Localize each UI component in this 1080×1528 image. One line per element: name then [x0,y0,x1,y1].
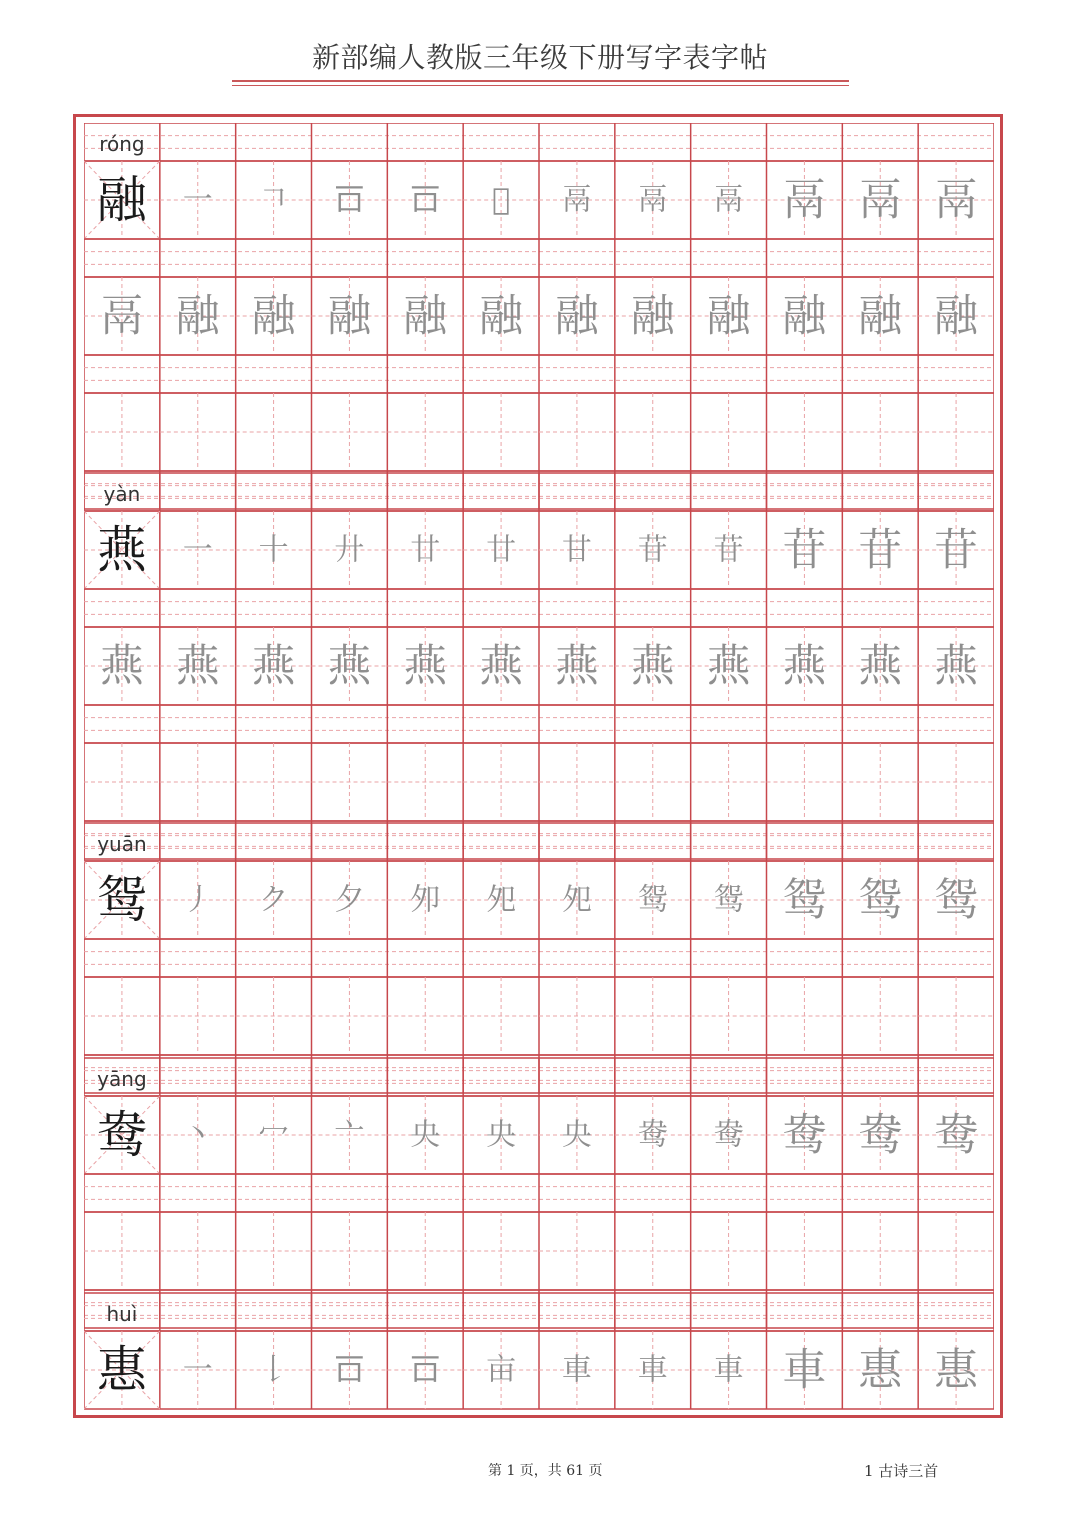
stroke-step: 甘 [561,532,592,568]
stroke-step: 鸯 [637,1117,668,1153]
trace-character: 燕 [479,640,524,692]
stroke-step: 車 [713,1352,744,1388]
stroke-step: 冖 [258,1117,289,1153]
model-character: 鸳 [96,871,147,929]
stroke-step: 苷 [858,524,903,576]
pinyin-label: huì [106,1302,138,1326]
trace-character: 融 [782,290,827,342]
stroke-step: 一 [182,532,213,568]
stroke-step: 央 [561,1117,592,1153]
lesson-title: 1 古诗三首 [864,1462,939,1480]
page-number: 第 1 页，共 61 页 [488,1463,603,1479]
pinyin-label: yāng [97,1067,147,1091]
stroke-step: 𠮛 [410,182,441,218]
stroke-step: 鸳 [713,882,744,918]
stroke-step: 夗 [561,882,592,918]
stroke-step: 鸯 [858,1109,903,1161]
stroke-step: 鸯 [934,1109,979,1161]
title-underline-thin [232,85,849,86]
stroke-step: 𠄌 [258,1352,289,1388]
stroke-step: 鸳 [782,874,827,926]
title-underline [232,80,849,82]
stroke-step: 鬲 [934,174,979,226]
stroke-step: 車 [782,1344,827,1396]
stroke-step: 夕 [334,882,365,918]
trace-character: 融 [251,290,296,342]
pinyin-label: yàn [103,482,141,506]
stroke-step: 廾 [334,532,365,568]
trace-character: 融 [554,290,599,342]
stroke-step: 鸳 [858,874,903,926]
trace-character: 燕 [251,640,296,692]
practice-grid [84,123,994,1413]
stroke-step: 𠮛 [334,1352,365,1388]
trace-character: 燕 [554,640,599,692]
trace-character: 燕 [858,640,903,692]
trace-character: 融 [934,290,979,342]
trace-character: 融 [858,290,903,342]
stroke-step: 苷 [782,524,827,576]
stroke-step: 亠 [334,1117,365,1153]
stroke-step: 車 [561,1352,592,1388]
trace-character: 燕 [327,640,372,692]
stroke-step: 𠮛 [410,1352,441,1388]
pinyin-label: yuān [97,832,147,856]
stroke-step: 苷 [934,524,979,576]
stroke-step: 苷 [637,532,668,568]
trace-character: 燕 [403,640,448,692]
stroke-step: 𭅧 [492,182,511,218]
model-character: 鸯 [96,1106,147,1164]
stroke-step: 鸯 [713,1117,744,1153]
stroke-step: 車 [637,1352,668,1388]
stroke-step: 夘 [410,882,441,918]
stroke-step: 鸯 [782,1109,827,1161]
stroke-step: 廿 [486,532,517,568]
trace-character: 融 [403,290,448,342]
trace-character: 融 [706,290,751,342]
stroke-step: 𠮛 [334,182,365,218]
stroke-step: 惠 [858,1344,903,1396]
stroke-step: 鬲 [858,174,903,226]
model-character: 融 [96,171,147,229]
stroke-step: 惠 [934,1344,979,1396]
stroke-step: 鬲 [782,174,827,226]
stroke-step: 廿 [410,532,441,568]
stroke-step: 十 [258,532,289,568]
stroke-step: 鬲 [637,182,668,218]
trace-character: 燕 [99,640,144,692]
trace-character: 燕 [175,640,220,692]
stroke-step: 丶 [182,1117,213,1153]
trace-character: 鬲 [99,290,144,342]
pinyin-label: róng [99,132,145,156]
stroke-step: 央 [486,1117,517,1153]
trace-character: 燕 [934,640,979,692]
stroke-step: 夗 [486,882,517,918]
stroke-step: 鬲 [561,182,592,218]
stroke-step: 央 [410,1117,441,1153]
stroke-step: 苷 [713,532,744,568]
stroke-step: 鬲 [713,182,744,218]
stroke-step: 一 [182,1352,213,1388]
trace-character: 融 [479,290,524,342]
stroke-step: 丿 [182,882,213,918]
model-character: 惠 [96,1341,147,1399]
trace-character: 融 [630,290,675,342]
trace-character: 燕 [706,640,751,692]
stroke-step: 一 [182,182,213,218]
stroke-step: ク [258,882,289,918]
stroke-step: 亩 [486,1352,517,1388]
trace-character: 融 [175,290,220,342]
stroke-step: 鸳 [934,874,979,926]
page-title: 新部编人教版三年级下册写字表字帖 [311,41,768,74]
stroke-step: 鸳 [637,882,668,918]
model-character: 燕 [96,521,147,579]
trace-character: 融 [327,290,372,342]
trace-character: 燕 [782,640,827,692]
trace-character: 燕 [630,640,675,692]
stroke-step: 𠃍 [258,182,289,218]
